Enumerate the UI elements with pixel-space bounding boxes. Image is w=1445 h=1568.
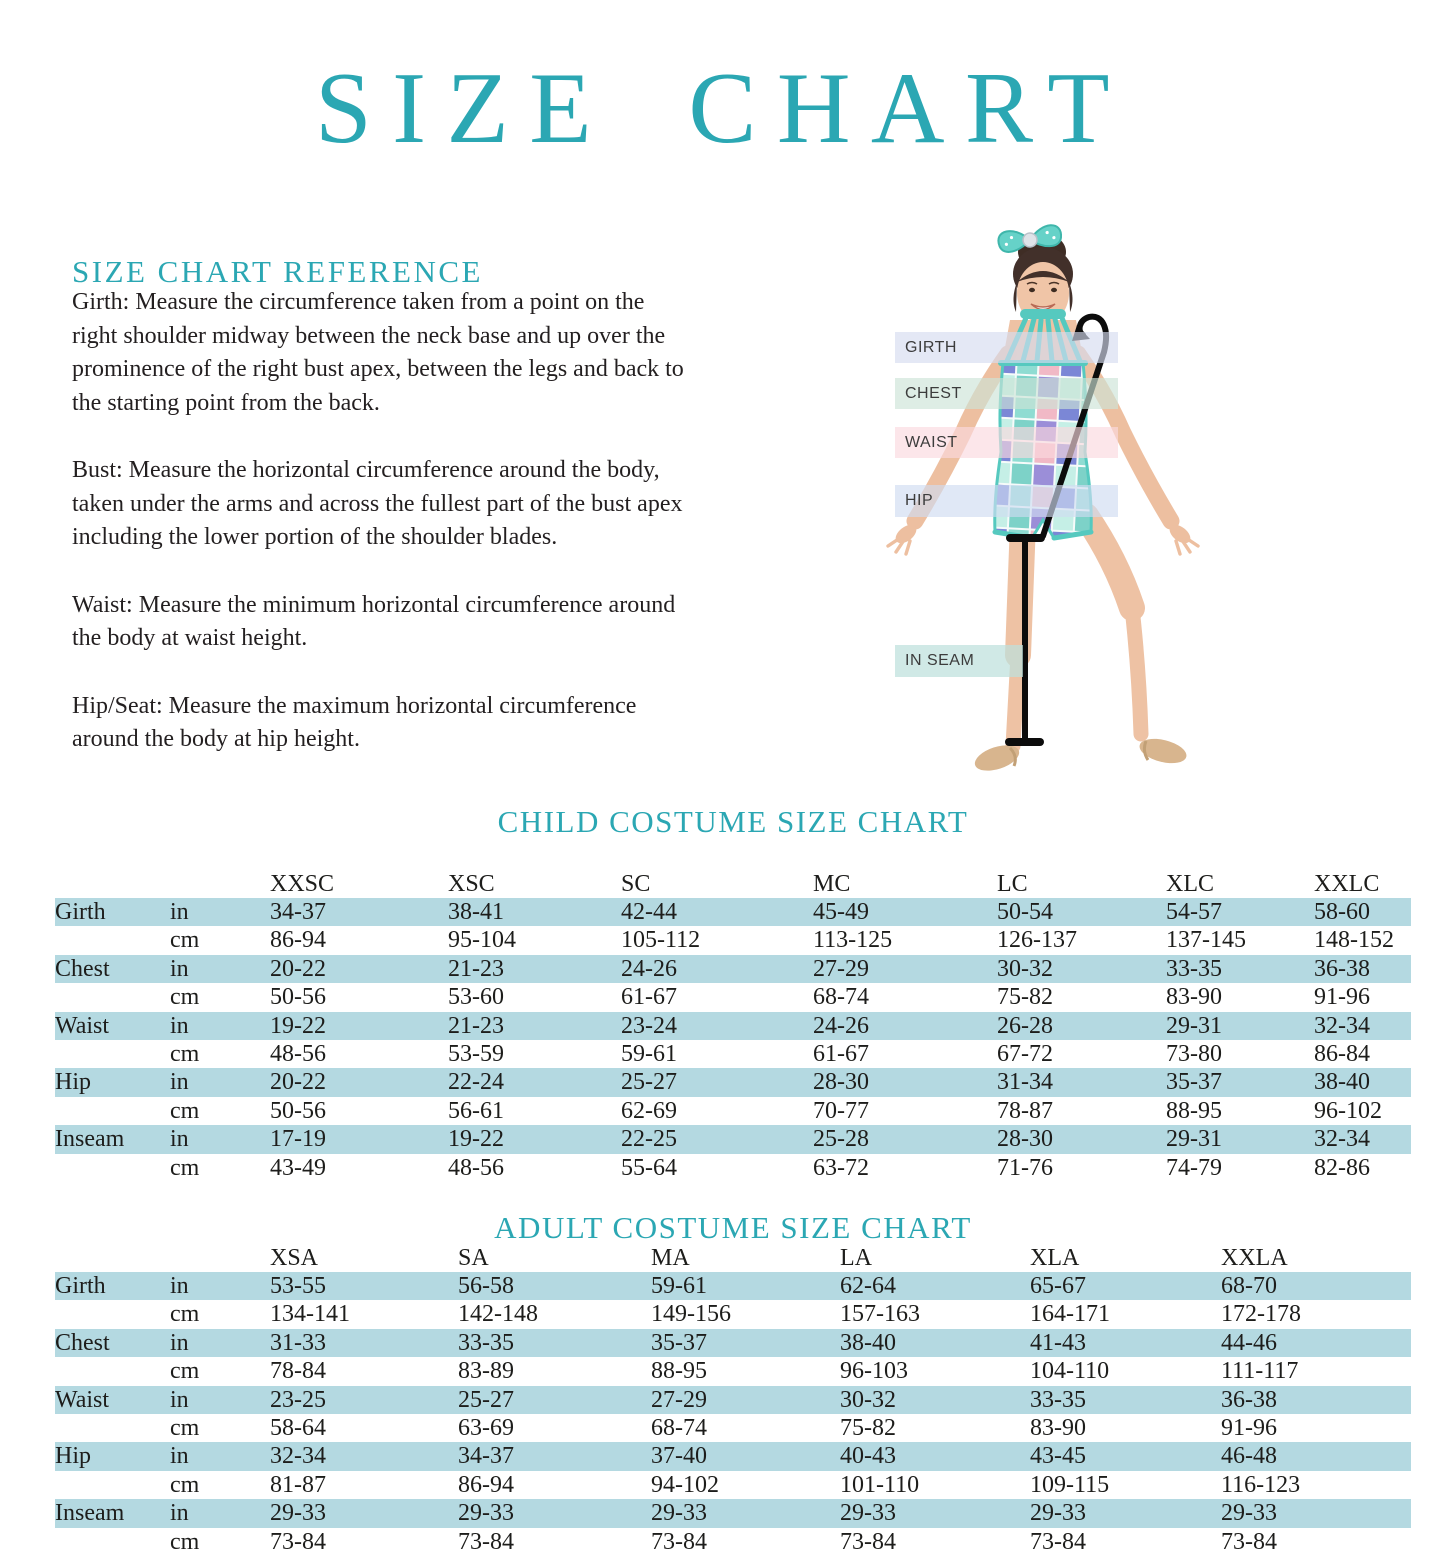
chest-band-label: CHEST xyxy=(905,384,962,402)
size-range-cell: 134-141 xyxy=(270,1301,350,1328)
waist-band xyxy=(895,427,1118,458)
size-column-header: XLC xyxy=(1166,871,1214,897)
size-range-cell: 25-28 xyxy=(813,1126,869,1153)
size-range-cell: 48-56 xyxy=(448,1154,504,1181)
size-range-cell: 172-178 xyxy=(1221,1301,1301,1328)
size-column-header: XXLC xyxy=(1314,871,1380,897)
inseam-band-label: IN SEAM xyxy=(905,652,975,669)
size-range-cell: 81-87 xyxy=(270,1471,326,1498)
size-range-cell: 88-95 xyxy=(651,1358,707,1385)
girth-band xyxy=(895,332,1118,363)
table-row xyxy=(55,1471,1411,1499)
size-range-cell: 148-152 xyxy=(1314,927,1394,954)
size-range-cell: 164-171 xyxy=(1030,1301,1110,1328)
table-row xyxy=(55,1329,1411,1357)
table-row xyxy=(55,1386,1411,1414)
girth-band-label: GIRTH xyxy=(905,338,957,356)
measurement-label: Girth xyxy=(55,899,106,925)
size-range-cell: 91-96 xyxy=(1221,1414,1277,1441)
size-range-cell: 68-74 xyxy=(651,1414,707,1441)
table-row xyxy=(55,1528,1411,1556)
unit-label: in xyxy=(170,1012,189,1039)
reference-heading: SIZE CHART REFERENCE xyxy=(72,254,483,289)
size-range-cell: 40-43 xyxy=(840,1443,896,1470)
table-row xyxy=(55,1357,1411,1385)
size-range-cell: 75-82 xyxy=(997,984,1053,1011)
size-range-cell: 95-104 xyxy=(448,927,516,954)
size-range-cell: 32-34 xyxy=(270,1443,326,1470)
table-row xyxy=(55,1097,1411,1125)
size-column-header: MC xyxy=(813,871,851,897)
size-column-header: XXLA xyxy=(1221,1245,1288,1271)
size-range-cell: 86-94 xyxy=(270,927,326,954)
table-row xyxy=(55,1414,1411,1442)
size-range-cell: 68-74 xyxy=(813,984,869,1011)
measurement-label: Hip xyxy=(55,1443,91,1470)
size-range-cell: 36-38 xyxy=(1314,955,1370,982)
child-chart-heading: CHILD COSTUME SIZE CHART xyxy=(497,804,969,839)
table-row xyxy=(55,1012,1411,1040)
size-range-cell: 38-40 xyxy=(1314,1069,1370,1096)
size-range-cell: 30-32 xyxy=(997,955,1053,982)
measurement-label: Hip xyxy=(55,1069,91,1096)
size-range-cell: 82-86 xyxy=(1314,1154,1370,1181)
reference-paragraph-bust: Bust: Measure the horizontal circumference around the body, taken under the arms and across the fullest part of the bust apex including the lower portion of the shoulder blades. xyxy=(72,457,683,550)
measurement-label: Inseam xyxy=(55,1500,125,1527)
size-range-cell: 58-64 xyxy=(270,1414,326,1441)
size-range-cell: 88-95 xyxy=(1166,1097,1222,1124)
size-range-cell: 157-163 xyxy=(840,1301,920,1328)
size-range-cell: 101-110 xyxy=(840,1471,920,1498)
measurement-label: Waist xyxy=(55,1386,110,1413)
unit-label: in xyxy=(170,1443,189,1470)
child-size-table xyxy=(55,860,1411,1182)
size-column-header: XSC xyxy=(448,871,495,897)
table-row xyxy=(55,1272,1411,1300)
size-column-header: XXSC xyxy=(270,871,335,897)
size-range-cell: 105-112 xyxy=(621,927,701,954)
table-row xyxy=(55,926,1411,954)
size-range-cell: 62-64 xyxy=(840,1273,896,1299)
size-range-cell: 96-102 xyxy=(1314,1097,1382,1124)
unit-label: in xyxy=(170,1069,189,1096)
size-range-cell: 53-55 xyxy=(270,1273,326,1299)
measurement-label xyxy=(55,1357,170,1385)
size-range-cell: 34-37 xyxy=(270,899,326,925)
size-range-cell: 29-33 xyxy=(1030,1500,1086,1527)
unit-label: cm xyxy=(170,1154,200,1181)
size-range-cell: 37-40 xyxy=(651,1443,707,1470)
size-range-cell: 50-54 xyxy=(997,899,1053,925)
size-range-cell: 29-33 xyxy=(651,1500,707,1527)
size-range-cell: 58-60 xyxy=(1314,899,1370,925)
measurement-label xyxy=(55,1097,170,1125)
size-range-cell: 23-24 xyxy=(621,1012,677,1039)
size-range-cell: 50-56 xyxy=(270,984,326,1011)
size-header-row xyxy=(55,860,1411,898)
size-range-cell: 73-84 xyxy=(651,1528,707,1555)
size-column-header: SA xyxy=(458,1245,489,1271)
unit-label: in xyxy=(170,1126,189,1153)
table-row xyxy=(55,955,1411,983)
size-range-cell: 29-33 xyxy=(1221,1500,1277,1527)
size-range-cell: 61-67 xyxy=(621,984,677,1011)
size-range-cell: 56-58 xyxy=(458,1273,514,1299)
size-range-cell: 63-69 xyxy=(458,1414,514,1441)
size-range-cell: 73-84 xyxy=(270,1528,326,1555)
waist-band-label: WAIST xyxy=(905,433,958,451)
size-range-cell: 25-27 xyxy=(458,1386,514,1413)
table-row xyxy=(55,1125,1411,1153)
size-column-header: MA xyxy=(651,1245,690,1271)
size-range-cell: 94-102 xyxy=(651,1471,719,1498)
size-column-header: XLA xyxy=(1030,1245,1080,1271)
size-range-cell: 71-76 xyxy=(997,1154,1053,1181)
unit-label: cm xyxy=(170,927,200,954)
size-range-cell: 59-61 xyxy=(651,1273,707,1299)
measurement-label: Chest xyxy=(55,955,110,982)
size-range-cell: 33-35 xyxy=(458,1329,514,1356)
size-range-cell: 20-22 xyxy=(270,1069,326,1096)
size-range-cell: 113-125 xyxy=(813,927,893,954)
size-range-cell: 126-137 xyxy=(997,927,1077,954)
size-range-cell: 29-33 xyxy=(270,1500,326,1527)
reference-paragraph-hip: Hip/Seat: Measure the maximum horizontal circumference around the body at hip height. xyxy=(72,692,637,752)
size-range-cell: 75-82 xyxy=(840,1414,896,1441)
size-column-header: LC xyxy=(997,871,1028,897)
unit-label: in xyxy=(170,1273,189,1299)
measurement-label xyxy=(55,1300,170,1328)
size-range-cell: 137-145 xyxy=(1166,927,1246,954)
measurement-label xyxy=(55,1471,170,1499)
page-title: SIZE CHART xyxy=(315,52,1130,165)
size-range-cell: 142-148 xyxy=(458,1301,538,1328)
measurement-label: Chest xyxy=(55,1329,110,1356)
size-range-cell: 48-56 xyxy=(270,1040,326,1067)
size-range-cell: 43-49 xyxy=(270,1154,326,1181)
table-row xyxy=(55,1442,1411,1470)
measurement-label xyxy=(55,1414,170,1442)
size-range-cell: 27-29 xyxy=(813,955,869,982)
hip-band xyxy=(895,485,1118,517)
size-range-cell: 44-46 xyxy=(1221,1329,1277,1356)
size-range-cell: 17-19 xyxy=(270,1126,326,1153)
size-range-cell: 45-49 xyxy=(813,899,869,925)
size-range-cell: 55-64 xyxy=(621,1154,677,1181)
size-range-cell: 30-32 xyxy=(840,1386,896,1413)
size-range-cell: 21-23 xyxy=(448,1012,504,1039)
size-range-cell: 59-61 xyxy=(621,1040,677,1067)
size-range-cell: 38-40 xyxy=(840,1329,896,1356)
size-range-cell: 24-26 xyxy=(621,955,677,982)
size-column-header: SC xyxy=(621,871,651,897)
size-range-cell: 23-25 xyxy=(270,1386,326,1413)
table-row xyxy=(55,1154,1411,1182)
size-range-cell: 35-37 xyxy=(1166,1069,1222,1096)
size-column-header: XSA xyxy=(270,1245,319,1271)
size-range-cell: 86-84 xyxy=(1314,1040,1370,1067)
size-range-cell: 68-70 xyxy=(1221,1273,1277,1299)
size-range-cell: 83-89 xyxy=(458,1358,514,1385)
size-range-cell: 46-48 xyxy=(1221,1443,1277,1470)
size-range-cell: 61-67 xyxy=(813,1040,869,1067)
size-range-cell: 73-80 xyxy=(1166,1040,1222,1067)
size-range-cell: 73-84 xyxy=(1030,1528,1086,1555)
measurement-label: Inseam xyxy=(55,1126,125,1153)
size-range-cell: 83-90 xyxy=(1166,984,1222,1011)
table-row xyxy=(55,1040,1411,1068)
chest-band xyxy=(895,378,1118,409)
unit-label: in xyxy=(170,1329,189,1356)
unit-label: cm xyxy=(170,1358,200,1385)
size-range-cell: 34-37 xyxy=(458,1443,514,1470)
size-range-cell: 65-67 xyxy=(1030,1273,1086,1299)
size-range-cell: 74-79 xyxy=(1166,1154,1222,1181)
size-range-cell: 29-31 xyxy=(1166,1126,1222,1153)
reference-paragraph-girth: Girth: Measure the circumference taken from a point on the right shoulder midway between the neck base and up over the prominence of the right bust apex, between the legs and back to the starting point from the back. xyxy=(72,289,684,416)
size-range-cell: 20-22 xyxy=(270,955,326,982)
size-range-cell: 111-117 xyxy=(1221,1358,1299,1385)
unit-label: in xyxy=(170,1500,189,1527)
size-range-cell: 28-30 xyxy=(813,1069,869,1096)
size-range-cell: 29-31 xyxy=(1166,1012,1222,1039)
size-range-cell: 25-27 xyxy=(621,1069,677,1096)
unit-label: cm xyxy=(170,1301,200,1328)
unit-label: cm xyxy=(170,1414,200,1441)
unit-label: cm xyxy=(170,1528,200,1555)
size-range-cell: 32-34 xyxy=(1314,1126,1370,1153)
size-range-cell: 83-90 xyxy=(1030,1414,1086,1441)
size-range-cell: 109-115 xyxy=(1030,1471,1110,1498)
size-range-cell: 73-84 xyxy=(458,1528,514,1555)
size-range-cell: 29-33 xyxy=(458,1500,514,1527)
size-range-cell: 73-84 xyxy=(840,1528,896,1555)
adult-chart-heading: ADULT COSTUME SIZE CHART xyxy=(494,1210,972,1245)
unit-label: in xyxy=(170,899,189,925)
size-range-cell: 96-103 xyxy=(840,1358,908,1385)
table-row xyxy=(55,1300,1411,1328)
size-range-cell: 19-22 xyxy=(270,1012,326,1039)
size-range-cell: 24-26 xyxy=(813,1012,869,1039)
size-range-cell: 28-30 xyxy=(997,1126,1053,1153)
unit-label: cm xyxy=(170,1097,200,1124)
size-range-cell: 67-72 xyxy=(997,1040,1053,1067)
right-leg xyxy=(1086,516,1132,608)
size-range-cell: 62-69 xyxy=(621,1097,677,1124)
size-column-header: LA xyxy=(840,1245,872,1271)
table-row xyxy=(55,1499,1411,1527)
measurement-label xyxy=(55,1528,170,1556)
size-range-cell: 54-57 xyxy=(1166,899,1222,925)
size-range-cell: 19-22 xyxy=(448,1126,504,1153)
size-range-cell: 38-41 xyxy=(448,899,504,925)
size-range-cell: 42-44 xyxy=(621,899,677,925)
size-range-cell: 21-23 xyxy=(448,955,504,982)
size-range-cell: 43-45 xyxy=(1030,1443,1086,1470)
table-row xyxy=(55,983,1411,1011)
measurement-label xyxy=(55,983,170,1011)
inseam-band xyxy=(895,645,1023,677)
size-range-cell: 50-56 xyxy=(270,1097,326,1124)
size-range-cell: 36-38 xyxy=(1221,1386,1277,1413)
size-range-cell: 53-60 xyxy=(448,984,504,1011)
size-range-cell: 35-37 xyxy=(651,1329,707,1356)
size-range-cell: 70-77 xyxy=(813,1097,869,1124)
size-range-cell: 63-72 xyxy=(813,1154,869,1181)
size-range-cell: 149-156 xyxy=(651,1301,731,1328)
size-range-cell: 41-43 xyxy=(1030,1329,1086,1356)
table-row xyxy=(55,898,1411,926)
size-range-cell: 53-59 xyxy=(448,1040,504,1067)
size-range-cell: 86-94 xyxy=(458,1471,514,1498)
size-range-cell: 22-24 xyxy=(448,1069,504,1096)
measurement-label: Girth xyxy=(55,1273,106,1299)
hip-band-label: HIP xyxy=(905,492,934,509)
size-range-cell: 73-84 xyxy=(1221,1528,1277,1555)
size-range-cell: 27-29 xyxy=(651,1386,707,1413)
measurement-label xyxy=(55,1154,170,1182)
unit-label: in xyxy=(170,955,189,982)
size-range-cell: 91-96 xyxy=(1314,984,1370,1011)
size-range-cell: 32-34 xyxy=(1314,1012,1370,1039)
unit-label: cm xyxy=(170,1471,200,1498)
size-range-cell: 22-25 xyxy=(621,1126,677,1153)
unit-label: cm xyxy=(170,1040,200,1067)
size-range-cell: 29-33 xyxy=(840,1500,896,1527)
size-range-cell: 56-61 xyxy=(448,1097,504,1124)
size-range-cell: 31-33 xyxy=(270,1329,326,1356)
size-range-cell: 116-123 xyxy=(1221,1471,1301,1498)
unit-label: in xyxy=(170,1386,189,1413)
adult-size-table xyxy=(55,1240,1411,1556)
size-range-cell: 78-87 xyxy=(997,1097,1053,1124)
measurement-label xyxy=(55,1040,170,1068)
size-range-cell: 26-28 xyxy=(997,1012,1053,1039)
reference-paragraph-waist: Waist: Measure the minimum horizontal circumference around the body at waist height. xyxy=(72,591,676,651)
reference-text xyxy=(72,286,684,791)
measurement-label xyxy=(55,926,170,954)
table-row xyxy=(55,1068,1411,1096)
size-range-cell: 33-35 xyxy=(1030,1386,1086,1413)
size-header-row xyxy=(55,1240,1411,1272)
size-range-cell: 104-110 xyxy=(1030,1358,1110,1385)
size-range-cell: 31-34 xyxy=(997,1069,1053,1096)
size-range-cell: 78-84 xyxy=(270,1358,326,1385)
measurement-label: Waist xyxy=(55,1012,110,1039)
size-range-cell: 33-35 xyxy=(1166,955,1222,982)
unit-label: cm xyxy=(170,984,200,1011)
